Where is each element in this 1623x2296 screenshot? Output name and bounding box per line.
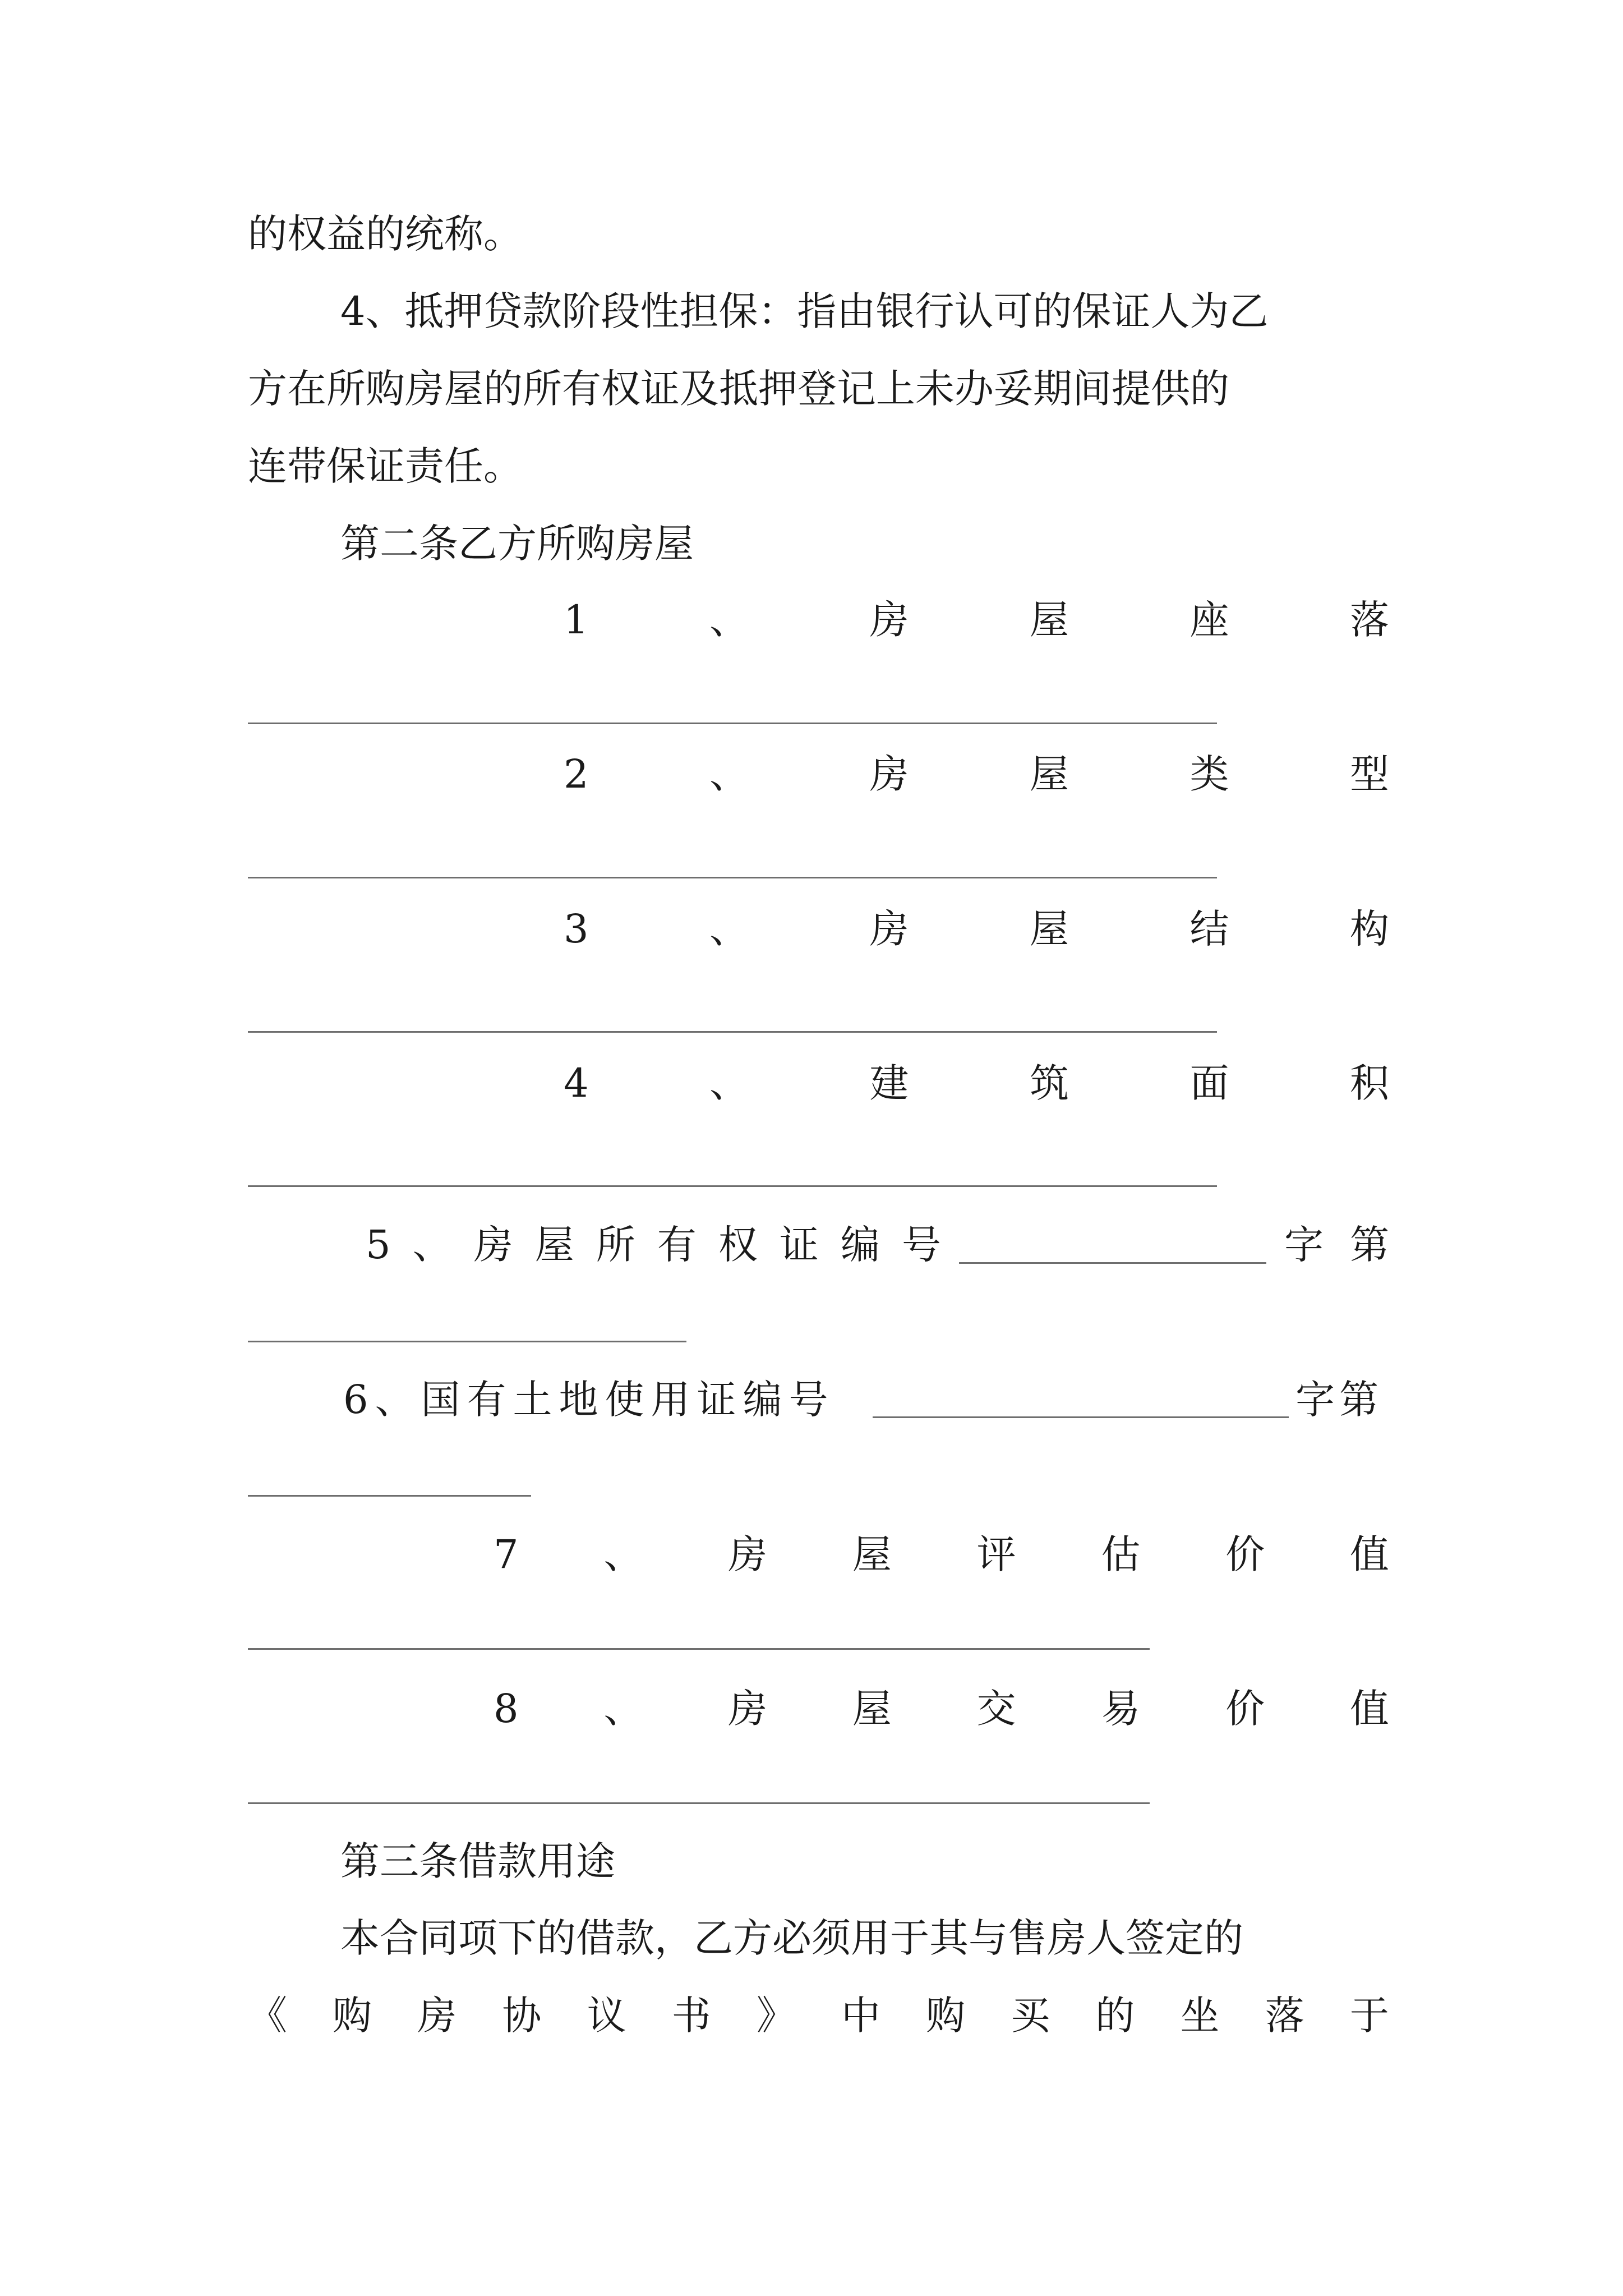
fill-in-blank-line[interactable]: [248, 1648, 1150, 1650]
paragraph-line-justified: 《 购 房 协 议 书 》 中 购 买 的 坐 落 于: [248, 1993, 1389, 2039]
fill-in-blank-line[interactable]: [248, 1341, 686, 1342]
fill-in-blank-line[interactable]: [248, 877, 1217, 878]
section-2-title: 第二条乙方所购房屋: [340, 521, 694, 567]
item-5-tail: 字 第: [1284, 1222, 1389, 1268]
item-appraised-value: 7 、 房 屋 评 估 价 值: [494, 1531, 1389, 1577]
item-land-use-cert-number: 6、国有土地使用证编号: [343, 1377, 835, 1423]
item-ownership-cert-number: 5 、 房 屋 所 有 权 证 编 号: [366, 1222, 941, 1268]
item-6-tail: 字第: [1295, 1377, 1383, 1423]
section-3-title: 第三条借款用途: [340, 1838, 615, 1884]
paragraph-line: 方在所购房屋的所有权证及抵押登记上未办妥期间提供的: [248, 366, 1229, 412]
item-floor-area: 4 、 建 筑 面 积: [564, 1060, 1389, 1106]
item-house-location: 1 、 房 屋 座 落: [564, 597, 1389, 643]
fill-in-blank-line[interactable]: [248, 1185, 1217, 1187]
land-cert-blank[interactable]: [873, 1416, 1289, 1418]
definition-4: 4、抵押贷款阶段性担保：指由银行认可的保证人为乙: [340, 288, 1269, 334]
paragraph-line: 的权益的统称。: [248, 211, 523, 257]
section-3-paragraph: 本合同项下的借款，乙方必须用于其与售房人签定的: [340, 1915, 1243, 1961]
item-house-type: 2 、 房 屋 类 型: [564, 751, 1389, 797]
paragraph-line: 连带保证责任。: [248, 443, 523, 489]
item-transaction-value: 8 、 房 屋 交 易 价 值: [494, 1686, 1389, 1732]
fill-in-blank-line[interactable]: [248, 723, 1217, 724]
ownership-cert-blank[interactable]: [959, 1262, 1266, 1264]
fill-in-blank-line[interactable]: [248, 1802, 1150, 1804]
fill-in-blank-line[interactable]: [248, 1495, 531, 1497]
fill-in-blank-line[interactable]: [248, 1031, 1217, 1033]
item-house-structure: 3 、 房 屋 结 构: [564, 906, 1389, 952]
